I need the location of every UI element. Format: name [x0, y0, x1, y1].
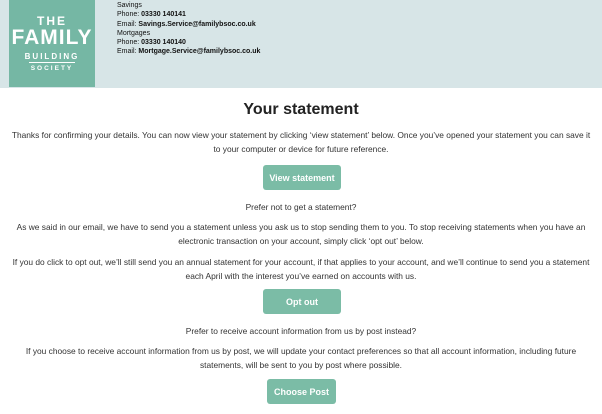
opt-out-prompt: Prefer not to get a statement?: [245, 202, 357, 212]
savings-email-label: Email:: [117, 20, 137, 28]
mortgages-email-line: [117, 47, 260, 56]
choose-post-button[interactable]: Choose Post: [267, 379, 336, 404]
mortgages-email-link[interactable]: Mortgage.Service@familybsoc.co.uk: [138, 48, 261, 56]
intro-text: Thanks for confirming your details. You can now view your statement by clicking ‘view statement’ below. Once you’ve opened your statement you can save it to your computer or device for future reference.: [11, 130, 591, 154]
savings-phone-line: [117, 10, 260, 19]
contact-details: [117, 1, 260, 57]
logo-text-the: THE: [37, 14, 67, 28]
post-explanation: If you choose to receive account information from us by post, we will update your contact preferences so that all account information, including future statements, will be sent to you by post where possible.: [25, 346, 577, 370]
page-title: Your statement: [243, 101, 359, 118]
savings-phone: 03330 140141: [141, 11, 186, 19]
savings-email-link[interactable]: Savings.Service@familybsoc.co.uk: [138, 20, 256, 28]
mortgages-phone-line: [117, 38, 260, 47]
logo-text-building: BUILDING: [24, 52, 80, 61]
opt-out-explanation: As we said in our email, we have to send you a statement unless you ask us to stop sending them to you. To stop receiving statements when you have an electronic transaction on your account, simply click ‘opt out’ below.: [16, 222, 586, 246]
mortgages-email-label: Email:: [117, 48, 137, 56]
view-statement-button[interactable]: View statement: [263, 165, 341, 190]
mortgages-phone: 03330 140140: [141, 39, 186, 47]
opt-out-button[interactable]: Opt out: [263, 289, 341, 314]
logo-divider: [29, 62, 75, 63]
savings-phone-label: Phone:: [117, 11, 140, 19]
mortgages-heading: Mortgages: [117, 29, 151, 37]
savings-email-line: [117, 20, 260, 29]
logo-text-society: SOCIETY: [30, 65, 74, 72]
family-building-society-logo[interactable]: [9, 0, 95, 87]
header-banner: [0, 0, 602, 88]
annual-statement-note: If you do click to opt out, we’ll still send you an annual statement for your account, if that applies to your account, and we’ll continue to send you a statement each April with the interest you’ve earned on accounts with us.: [12, 257, 590, 281]
post-prompt: Prefer to receive account information from us by post instead?: [185, 326, 417, 336]
mortgages-phone-label: Phone:: [117, 39, 140, 47]
savings-heading: Savings: [117, 2, 142, 9]
logo-text-family: FAMILY: [11, 26, 93, 49]
